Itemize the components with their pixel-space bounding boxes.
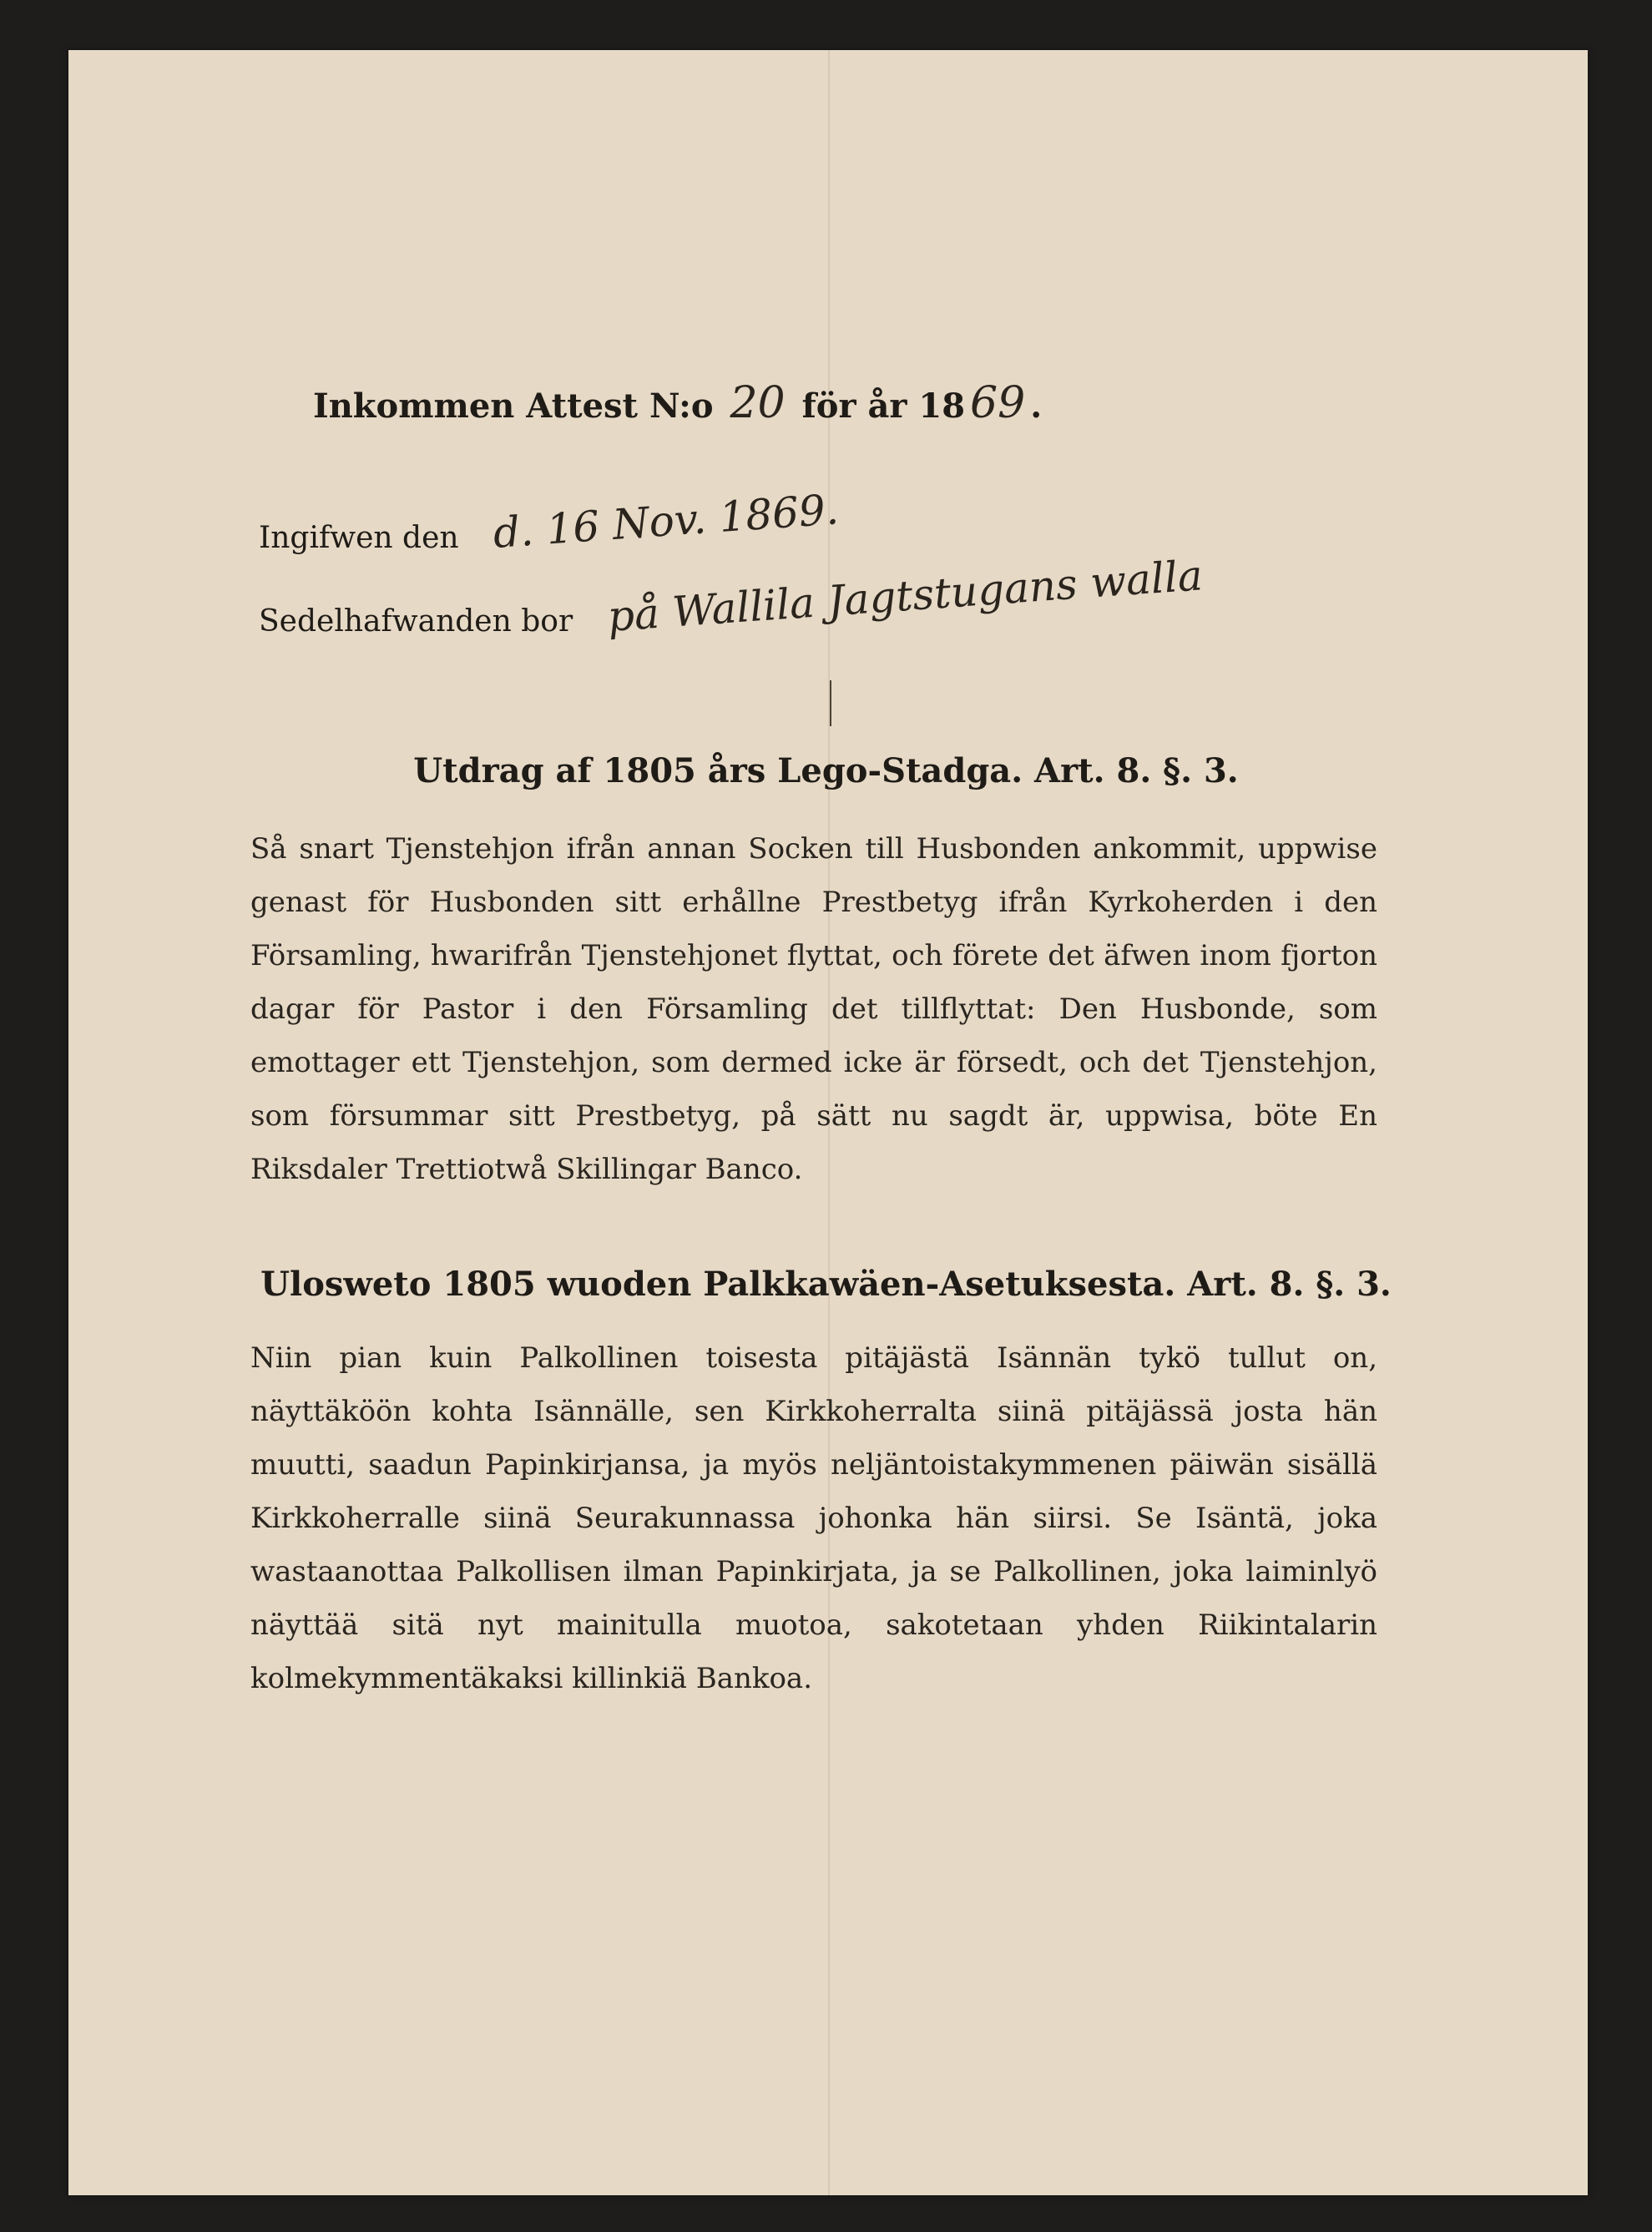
attest-year-handwritten: 69 [970,378,1026,428]
attest-prefix: Inkommen Attest N:o [313,386,714,426]
attest-trailing: . [1030,386,1043,426]
swedish-body: Så snart Tjenstehjon ifrån annan Socken till Husbonden ankommit, uppwise genast för Husbonden sitt erhållne Prestbetyg ifrån Kyrkoherden i den Församling, hwarifrån Tjenstehjonet flyttat, och förete det äfwen inom fjorton dagar för Pastor i den Församling det tillflyttat: Den Husbonde, som emottager ett Tjenstehjon, som dermed icke är försedt, och det Tjenstehjon, som försummar sitt Prestbetyg, på sätt nu sagdt är, uppwisa, böte En Riksdaler Trettiotwå Skillingar Banco. [250,832,1377,1186]
sedelhafwanden-row [259,551,1205,651]
finnish-body: Niin pian kuin Palkollinen toisesta pitäjästä Isännän tykö tullut on, näyttäköön kohta Isännälle, sen Kirkkoherralta siinä pitäjässä josta hän muutti, saadun Papinkirjansa, ja myös neljäntoistakymmenen päiwän sisällä Kirkkoherralle siinä Seurakunnassa johonka hän siirsi. Se Isäntä, joka wastaanottaa Palkollisen ilman Papinkirjata, ja se Palkollinen, joka laiminlyö näyttää sitä nyt mainitulla muotoa, sakotetaan yhden Riikintalarin kolmekymmentäkaksi killinkiä Bankoa. [250,1341,1377,1695]
attest-number-handwritten: 20 [730,378,786,428]
ingifwen-row [259,485,841,568]
ingifwen-label: Ingifwen den [259,521,459,555]
finnish-heading: Ulosweto 1805 wuoden Palkkawäen-Asetuksesta. Art. 8. §. 3. [260,1265,1392,1304]
ingifwen-value-handwritten: d. 16 Nov. 1869. [492,485,841,558]
ink-mark [830,680,831,726]
sedelhafwanden-value-handwritten: på Wallila Jagtstugans walla [605,551,1205,641]
attest-header [313,378,1231,462]
swedish-heading: Utdrag af 1805 års Lego-Stadga. Art. 8. §. 3. [413,751,1239,790]
attest-year-label: för år 18 [801,386,966,426]
sedelhafwanden-label: Sedelhafwanden bor [259,604,573,639]
